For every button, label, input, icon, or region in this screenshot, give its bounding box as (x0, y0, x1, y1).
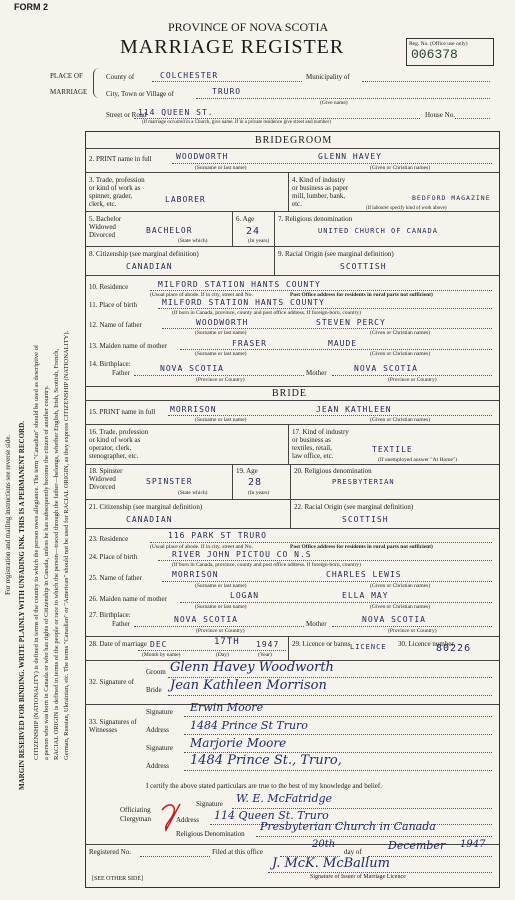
groom-citizenship-label: 8. Citizenship (see marginal definition) (89, 250, 199, 258)
groom-trade: LABORER (165, 195, 206, 204)
bride-mother-given-note: (Given or Christian names) (370, 604, 431, 610)
margin-definition-3: RACIAL ORIGIN is defined in terms of the people or race to which the person—traced through the father—belongs, whether English, Irish, Scottish, French, (53, 348, 60, 760)
groom-mother-surname: FRASER (232, 339, 267, 348)
groom-age-note: (In years) (248, 238, 270, 244)
county-value: COLCHESTER (160, 71, 219, 80)
groom-origin-label: 9. Racial Origin (see marginal definition) (278, 250, 394, 258)
witness1-address: 1484 Prince St Truro (190, 719, 308, 732)
bride-given-note: (Given or Christian names) (370, 417, 431, 423)
groom-mother-surname-note: (Surname or last name) (195, 351, 247, 357)
bride-surname: MORRISON (170, 405, 217, 414)
groom-status-label-3: Divorced (89, 231, 116, 239)
place-brace (93, 68, 102, 98)
bride-citizenship: CANADIAN (126, 515, 173, 524)
bride-mother-surname: LOGAN (230, 591, 260, 600)
bride-mother-surname-note: (Surname or last name) (195, 604, 247, 610)
bride-father-given-note: (Given or Christian names) (370, 583, 431, 589)
city-label: City, Town or Village of (106, 90, 174, 98)
groom-industry-label-1: 4. Kind of industry (292, 176, 346, 184)
city-value: TRURO (212, 87, 242, 96)
certify-statement: I certify the above stated particulars are true to the best of my knowledge and belief. (146, 782, 382, 790)
reg-number-box (406, 38, 494, 66)
bride-status-label-3: Divorced (89, 483, 116, 491)
groom-trade-label-2: or kind of work as (89, 184, 141, 192)
groom-mother-given: MAUDE (328, 339, 358, 348)
witness2-signature: Marjorie Moore (190, 736, 287, 750)
groom-father-surname: WOODWORTH (196, 318, 249, 327)
day-of-label: day of (344, 848, 362, 856)
clergy-address-label: Address (176, 816, 199, 824)
bride-father-bp-note: (Province or Country) (196, 628, 245, 634)
see-other-side: [SEE OTHER SIDE] (92, 876, 143, 882)
bride-name-label: 15. PRINT name in full (89, 408, 156, 416)
groom-mother-bp-note: (Province or Country) (388, 377, 437, 383)
bride-origin-label: 22. Racial Origin (see marginal definition) (294, 503, 414, 511)
clergy-address: 114 Queen St. Truro (214, 809, 329, 822)
bride-signature: Jean Kathleen Morrison (170, 678, 327, 693)
marriage-day: 17TH (214, 637, 240, 647)
bride-status-label-2: Widowed (89, 475, 116, 483)
groom-industry: BEDFORD MAGAZINE (412, 194, 491, 202)
groom-trade-label-4: clerk, etc. (89, 200, 117, 208)
groom-status-label-1: 5. Bachelor (89, 215, 122, 223)
bride-industry-label-3: textiles, retail, (292, 444, 332, 452)
bride-trade-label-1: 16. Trade, profession (89, 428, 149, 436)
bride-industry-label-4: law office, etc. (292, 452, 334, 460)
groom-birthplace-note: (If born in Canada, province, county and post office address. If foreign-born, country) (172, 310, 361, 316)
bride-trade-label-4: stenographer, etc. (89, 452, 139, 460)
bride-given-names: JEAN KATHLEEN (316, 405, 392, 414)
marriage-year: 1947 (256, 640, 280, 649)
groom-trade-label-1: 3. Trade, profession (89, 176, 145, 184)
clergy-signature: W. E. McFatridge (236, 792, 333, 805)
groom-mother-given-note: (Given or Christian names) (370, 351, 431, 357)
groom-name-label: 2. PRINT name in full (89, 155, 152, 163)
groom-industry-note: (If labourer specify kind of work above) (366, 206, 447, 211)
bride-religion-label: 20. Religious denomination (294, 467, 372, 475)
witness2-address-label: Address (146, 762, 169, 770)
marriage-label: MARRIAGE (50, 88, 88, 96)
filed-day: 20th (312, 839, 336, 850)
municipality-label: Municipality of (306, 73, 350, 81)
month-note: (Month by name) (142, 652, 181, 658)
bride-origin: SCOTTISH (342, 515, 389, 524)
licence-value: LICENCE (350, 643, 387, 651)
bride-industry-label-2: or business as (292, 436, 331, 444)
groom-parents-birthplace-label: 14. Birthplace: (89, 360, 131, 368)
filed-label: Filed at this office (212, 848, 263, 856)
place-of-label: PLACE OF (50, 72, 83, 80)
groom-trade-label (89, 176, 145, 208)
signature-of-label: 32. Signature of (89, 678, 134, 686)
filed-month: December (388, 839, 446, 852)
issuer-signature: J. McK. McBallum (272, 856, 390, 871)
witness1-signature: Erwin Moore (190, 701, 264, 714)
bride-father-given: CHARLES LEWIS (326, 570, 402, 579)
margin-instruction-1: For registration and mailing instructions see reverse side. (4, 434, 12, 595)
groom-religion-label: 7. Religious denomination (278, 215, 353, 223)
bride-religion: PRESBYTERIAN (332, 478, 395, 486)
bride-father-label: 25. Name of father (89, 574, 142, 582)
bride-sig-label: Bride (146, 686, 162, 694)
witness1-sig-label: Signature (146, 708, 173, 716)
witness1-address-label: Address (146, 726, 169, 734)
bride-heading: BRIDE (272, 388, 307, 399)
groom-citizenship: CANADIAN (126, 262, 173, 271)
groom-status-note: (State which) (178, 238, 208, 244)
groom-mother-label: 13. Maiden name of mother (89, 342, 167, 350)
bride-mother-label: 26. Maiden name of mother (89, 595, 167, 603)
witness2-address: 1484 Prince St., Truro, (190, 753, 342, 768)
groom-post-office-note: Post Office address for residents in rural parts not sufficient) (290, 292, 433, 298)
bride-mother-word: Mother (306, 620, 327, 628)
margin-definition-1: CITIZENSHIP (NATIONALITY) is defined in terms of the country to which the person owes allegiance. The term "Canadian" should be used as descriptive of (33, 344, 40, 760)
bride-mother-given: ELLA MAY (342, 591, 389, 600)
street-note: (If marriage occurred in a Church, give name. If in a private residence give street and number) (142, 120, 331, 125)
bride-status-label (89, 467, 122, 491)
margin-instruction-2: MARGIN RESERVED FOR BINDING. WRITE PLAINLY WITH UNFADING INK. THIS IS A PERMANENT RECORD. (18, 421, 26, 790)
bride-age-note: (In years) (248, 490, 270, 496)
groom-surname: WOODWORTH (176, 152, 229, 161)
bride-trade-label-3: operator, clerk, (89, 444, 132, 452)
reg-number-label: Reg. No. (Office use only) (409, 41, 468, 47)
clergy-denomination: Presbyterian Church in Canada (260, 820, 436, 833)
groom-birthplace: MILFORD STATION HANTS COUNTY (162, 298, 325, 307)
groom-father-label: 12. Name of father (89, 321, 142, 329)
licence-number: 80226 (436, 643, 472, 654)
groom-mother-birthplace: NOVA SCOTIA (354, 364, 418, 373)
groom-industry-label-3: mill, lumber, bank, (292, 192, 346, 200)
house-label: House No. (425, 111, 455, 119)
groom-signature: Glenn Havey Woodworth (170, 660, 334, 675)
bride-industry-note: (If unemployed answer "At Home") (378, 457, 458, 463)
bride-residence: 116 PARK ST TRURO (168, 531, 267, 540)
groom-residence-label: 10. Residence (89, 283, 129, 291)
groom-residence-note: (Usual place of abode. If in city, street and No. (150, 292, 253, 298)
margin-definition-2: a person who was born in Canada or who has rights of Citizenship in Canada, unless he has subsequently become the citizen of another country. (43, 385, 50, 760)
street-value: 114 QUEEN ST. (138, 108, 214, 117)
bride-industry-label-1: 17. Kind of industry (292, 428, 349, 436)
marriage-month: DEC (150, 640, 168, 649)
groom-industry-label (292, 176, 348, 208)
groom-birthplace-label: 11. Place of birth (89, 301, 137, 309)
groom-father-birthplace: NOVA SCOTIA (160, 364, 224, 373)
groom-status: BACHELOR (146, 226, 193, 235)
bride-father-birthplace: NOVA SCOTIA (174, 615, 238, 624)
groom-mother-word: Mother (306, 369, 327, 377)
bride-trade-label (89, 428, 148, 460)
groom-father-word: Father (112, 369, 130, 377)
groom-father-given-note: (Given or Christian names) (370, 330, 431, 336)
bride-age-label: 19. Age (236, 467, 258, 475)
groom-religion: UNITED CHURCH OF CANADA (318, 227, 438, 235)
bride-post-office-note: Post Office address for residents in rural parts not sufficient) (290, 544, 433, 550)
street-label: Street or Road (106, 111, 147, 119)
licence-number-label: 30. Licence number (398, 640, 454, 648)
check-mark-icon (158, 800, 186, 834)
bride-parents-birthplace-label: 27. Birthplace: (89, 611, 131, 619)
bride-surname-note: (Surname or last name) (195, 417, 247, 423)
date-label: 28. Date of marriage (89, 640, 147, 648)
groom-status-label-2: Widowed (89, 223, 116, 231)
bride-mother-bp-note: (Province or Country) (388, 628, 437, 634)
bride-mother-birthplace: NOVA SCOTIA (362, 615, 426, 624)
bride-father-word: Father (112, 620, 130, 628)
groom-father-surname-note: (Surname or last name) (195, 330, 247, 336)
groom-sig-label: Groom (146, 668, 166, 676)
margin-definition-4: German, Russian, Ukrainian, etc. The terms "Canadian" or "American" should not be used for RACIAL ORIGIN, as they express CITIZENSHIP (NATIONALITY). (63, 330, 70, 760)
groom-industry-label-4: etc. (292, 200, 302, 208)
issuer-label: Signature of Issuer of Marriage Licence (310, 874, 406, 880)
licence-label: 29. Licence or banns (292, 640, 351, 648)
bride-status-label-1: 18. Spinster (89, 467, 123, 475)
groom-industry-label-2: or business as paper (292, 184, 349, 192)
groom-father-bp-note: (Province or Country) (196, 377, 245, 383)
groom-father-given: STEVEN PERCY (316, 318, 386, 327)
bride-industry: TEXTILE (372, 445, 413, 454)
bride-age: 28 (248, 477, 263, 488)
bride-father-surname-note: (Surname or last name) (195, 583, 247, 589)
bride-birthplace: RIVER JOHN PICTOU CO N.S (172, 550, 312, 559)
filed-year: 1947 (460, 839, 486, 850)
groom-trade-label-3: spinner, grader, (89, 192, 133, 200)
groom-surname-note: (Surname or last name) (195, 165, 247, 171)
reg-number: 006378 (411, 47, 458, 62)
clergy-sig-label: Signature (196, 800, 223, 808)
groom-status-label (89, 215, 121, 239)
bride-status: SPINSTER (146, 477, 193, 486)
form-number: FORM 2 (14, 2, 49, 12)
groom-origin: SCOTTISH (340, 262, 387, 271)
groom-given-names: GLENN HAVEY (318, 152, 382, 161)
bride-birthplace-label: 24. Place of birth (89, 553, 138, 561)
bride-citizenship-label: 21. Citizenship (see marginal definition) (89, 503, 203, 511)
groom-given-note: (Given or Christian names) (370, 165, 431, 171)
bride-industry-label (292, 428, 349, 460)
bride-trade-label-2: or kind of work as (89, 436, 141, 444)
denomination-label: Religious Denomination (176, 830, 245, 838)
year-note: (Year) (258, 652, 272, 658)
bride-residence-label: 23. Residence (89, 535, 129, 543)
witnesses-label: 33. Signatures of Witnesses (89, 718, 137, 734)
witness2-sig-label: Signature (146, 744, 173, 752)
province-heading: PROVINCE OF NOVA SCOTIA (168, 20, 329, 34)
county-label: County of (106, 73, 135, 81)
bride-father-surname: MORRISON (172, 570, 219, 579)
give-name-note: (Give name) (320, 100, 348, 106)
groom-age: 24 (246, 226, 261, 237)
bride-birthplace-note: (If born in Canada, province, county and post office address. If foreign-born, country) (172, 562, 361, 568)
bridegroom-heading: BRIDEGROOM (255, 135, 333, 146)
groom-residence: MILFORD STATION HANTS COUNTY (158, 280, 321, 289)
page-title: MARRIAGE REGISTER (120, 36, 345, 58)
registered-no-label: Registered No. (89, 848, 131, 856)
bride-residence-note: (Usual place of abode. If in city, street and No. (150, 544, 253, 550)
groom-age-label: 6. Age (236, 215, 255, 223)
bride-status-note: (State which) (178, 490, 208, 496)
day-note: (Day) (216, 652, 229, 658)
clergy-label: Officiating Clergyman (120, 806, 151, 823)
